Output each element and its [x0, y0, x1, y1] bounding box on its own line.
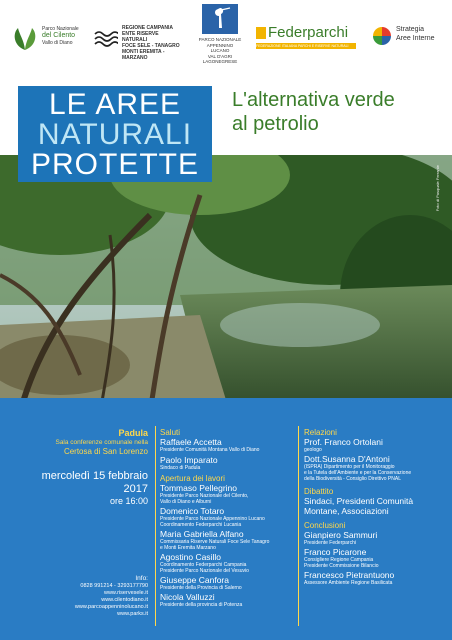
person-role: Presidente Parco Nazionale del Vesuvio [160, 568, 249, 574]
river-photo [0, 155, 452, 413]
info-link-1[interactable]: www.riservesele.it [103, 590, 148, 596]
relazioni-heading: Relazioni [304, 428, 337, 437]
person-name: Francesco Pietrantuono [304, 570, 395, 580]
waves-icon [94, 28, 118, 48]
person-role: e la Tutela dell'Ambiente e per la Conservazione [304, 470, 412, 476]
logo-bar [0, 0, 452, 80]
river-forest-image [0, 155, 452, 413]
gal-logo-text: Parco Nazionale del Cilento Vallo di Diano [42, 26, 79, 46]
person-role: Presidente Parco Nazionale Appennino Lucano [160, 516, 265, 522]
person-role: Presidente Commissione Bilancio [304, 563, 379, 569]
person-role: Assessore Ambiente Regione Basilicata [304, 580, 393, 586]
person-name: Franco Picarone [304, 547, 367, 557]
title-box [18, 86, 212, 182]
venue-room-line-1: Sala conferenze comunale nella [55, 439, 148, 446]
strategia-aree-interne-logo [372, 24, 448, 50]
conclusioni-heading: Conclusioni [304, 521, 346, 530]
bird-badge [202, 4, 238, 34]
venue-room-line-2: Certosa di San Lorenzo [63, 447, 148, 456]
parco-appennino-text: PARCO NAZIONALE APPENNINO LUCANO VAL D'AGRI LAGONEGRESE [198, 37, 242, 64]
right-column [304, 428, 448, 586]
person-role: Presidente Parco Nazionale del Cilento, [160, 493, 249, 499]
person-role: geologo [304, 447, 322, 453]
saluti-heading: Saluti [160, 428, 181, 437]
gal-logo [10, 20, 80, 60]
person-name: Paolo Imparato [160, 455, 218, 465]
strategia-text: Strategia Aree Interne [396, 26, 435, 42]
venue-town: Padula [118, 428, 148, 438]
stork-icon [202, 4, 238, 34]
person-role: Consigliere Regione Campania [304, 557, 374, 563]
person-role: Presidente della Provincia di Salerno [160, 585, 242, 591]
person-role: Presidente della provincia di Potenza [160, 602, 243, 608]
info-label: Info: [135, 575, 148, 582]
person-role: e Monti Eremita Marzano [160, 545, 216, 551]
person-name: Tommaso Pellegrino [160, 483, 238, 493]
person-name: Gianpiero Sammuri [304, 530, 378, 540]
person-role: (ISPRA) Dipartimento per il Monitoraggio [304, 464, 395, 470]
contact-info [10, 575, 148, 618]
time: ore 16:00 [109, 496, 148, 506]
title-line-3: PROTETTE [30, 148, 199, 181]
title-line-1: LE AREE [48, 88, 182, 121]
gal-leaf-icon [10, 24, 40, 54]
info-link-2[interactable]: www.cilentodiano.it [101, 597, 148, 603]
info-link-4[interactable]: www.parks.it [117, 611, 148, 617]
person-role: Coordinamento Federparchi Lucania [160, 522, 242, 528]
person-name: Nicola Valluzzi [160, 592, 215, 602]
person-name: Domenico Totaro [160, 506, 225, 516]
person-name: Prof. Franco Ortolani [304, 437, 383, 447]
subtitle [232, 88, 432, 136]
person-role: Presidente Comunità Montana Vallo di Diano [160, 447, 260, 453]
subtitle-line-1: L'alternativa verde [232, 89, 395, 111]
federparchi-subline: FEDERAZIONE ITALIANA PARCHI E RISERVE NATURALI [256, 43, 356, 49]
person-name: Dott.Susanna D'Antoni [304, 454, 390, 464]
dibattito-heading: Dibattito [304, 487, 334, 496]
person-role: Vallo di Diano e Alburni [160, 499, 212, 505]
venue-block [10, 428, 148, 457]
federparchi-mark [256, 27, 266, 39]
person-role: Presidente Federparchi [304, 540, 356, 546]
person-name: Agostino Casillo [160, 552, 221, 562]
person-role: Coordinamento Federparchi Campania [160, 562, 247, 568]
person-name: Raffaele Accetta [160, 437, 222, 447]
date-line-1: mercoledì 15 febbraio [41, 470, 148, 482]
federparchi-wordmark: Federparchi [268, 24, 349, 41]
person-name: Giuseppe Canfora [160, 575, 229, 585]
apertura-heading: Apertura dei lavori [160, 474, 225, 483]
regione-logo-text: REGIONE CAMPANIA ENTE RISERVE NATURALI FOCE SELE - TANAGRO MONTI EREMITA - MARZANO [122, 25, 180, 61]
person-role: della Biodiversità - Consiglio Direttivo PNAL [304, 476, 401, 482]
date-block [10, 470, 148, 507]
subtitle-line-2: al petrolio [232, 113, 319, 135]
photo-credit: Foto di Pasquale Ferrante [435, 165, 440, 212]
person-role: Commissaria Riserve Naturali Foce Sele Tanagro [160, 539, 270, 545]
middle-column [160, 428, 295, 608]
pinwheel-icon [372, 26, 392, 46]
person-role: Sindaco di Padula [160, 465, 201, 471]
divider-right [298, 426, 299, 626]
dibattito-text-2: Montane, Associazioni [304, 506, 389, 516]
federparchi-logo [256, 24, 356, 54]
person-name: Maria Gabriella Alfano [160, 529, 244, 539]
regione-campania-logo [94, 22, 184, 61]
title-line-2: NATURALI [37, 118, 193, 151]
info-phone: 0828 991214 - 3293177790 [80, 583, 148, 589]
info-link-3[interactable]: www.parcoappenninolucano.it [74, 604, 148, 610]
date-line-2: 2017 [123, 483, 148, 495]
divider-left [155, 426, 156, 626]
dibattito-text-1: Sindaci, Presidenti Comunità [304, 496, 414, 506]
parco-appennino-logo [198, 4, 242, 64]
